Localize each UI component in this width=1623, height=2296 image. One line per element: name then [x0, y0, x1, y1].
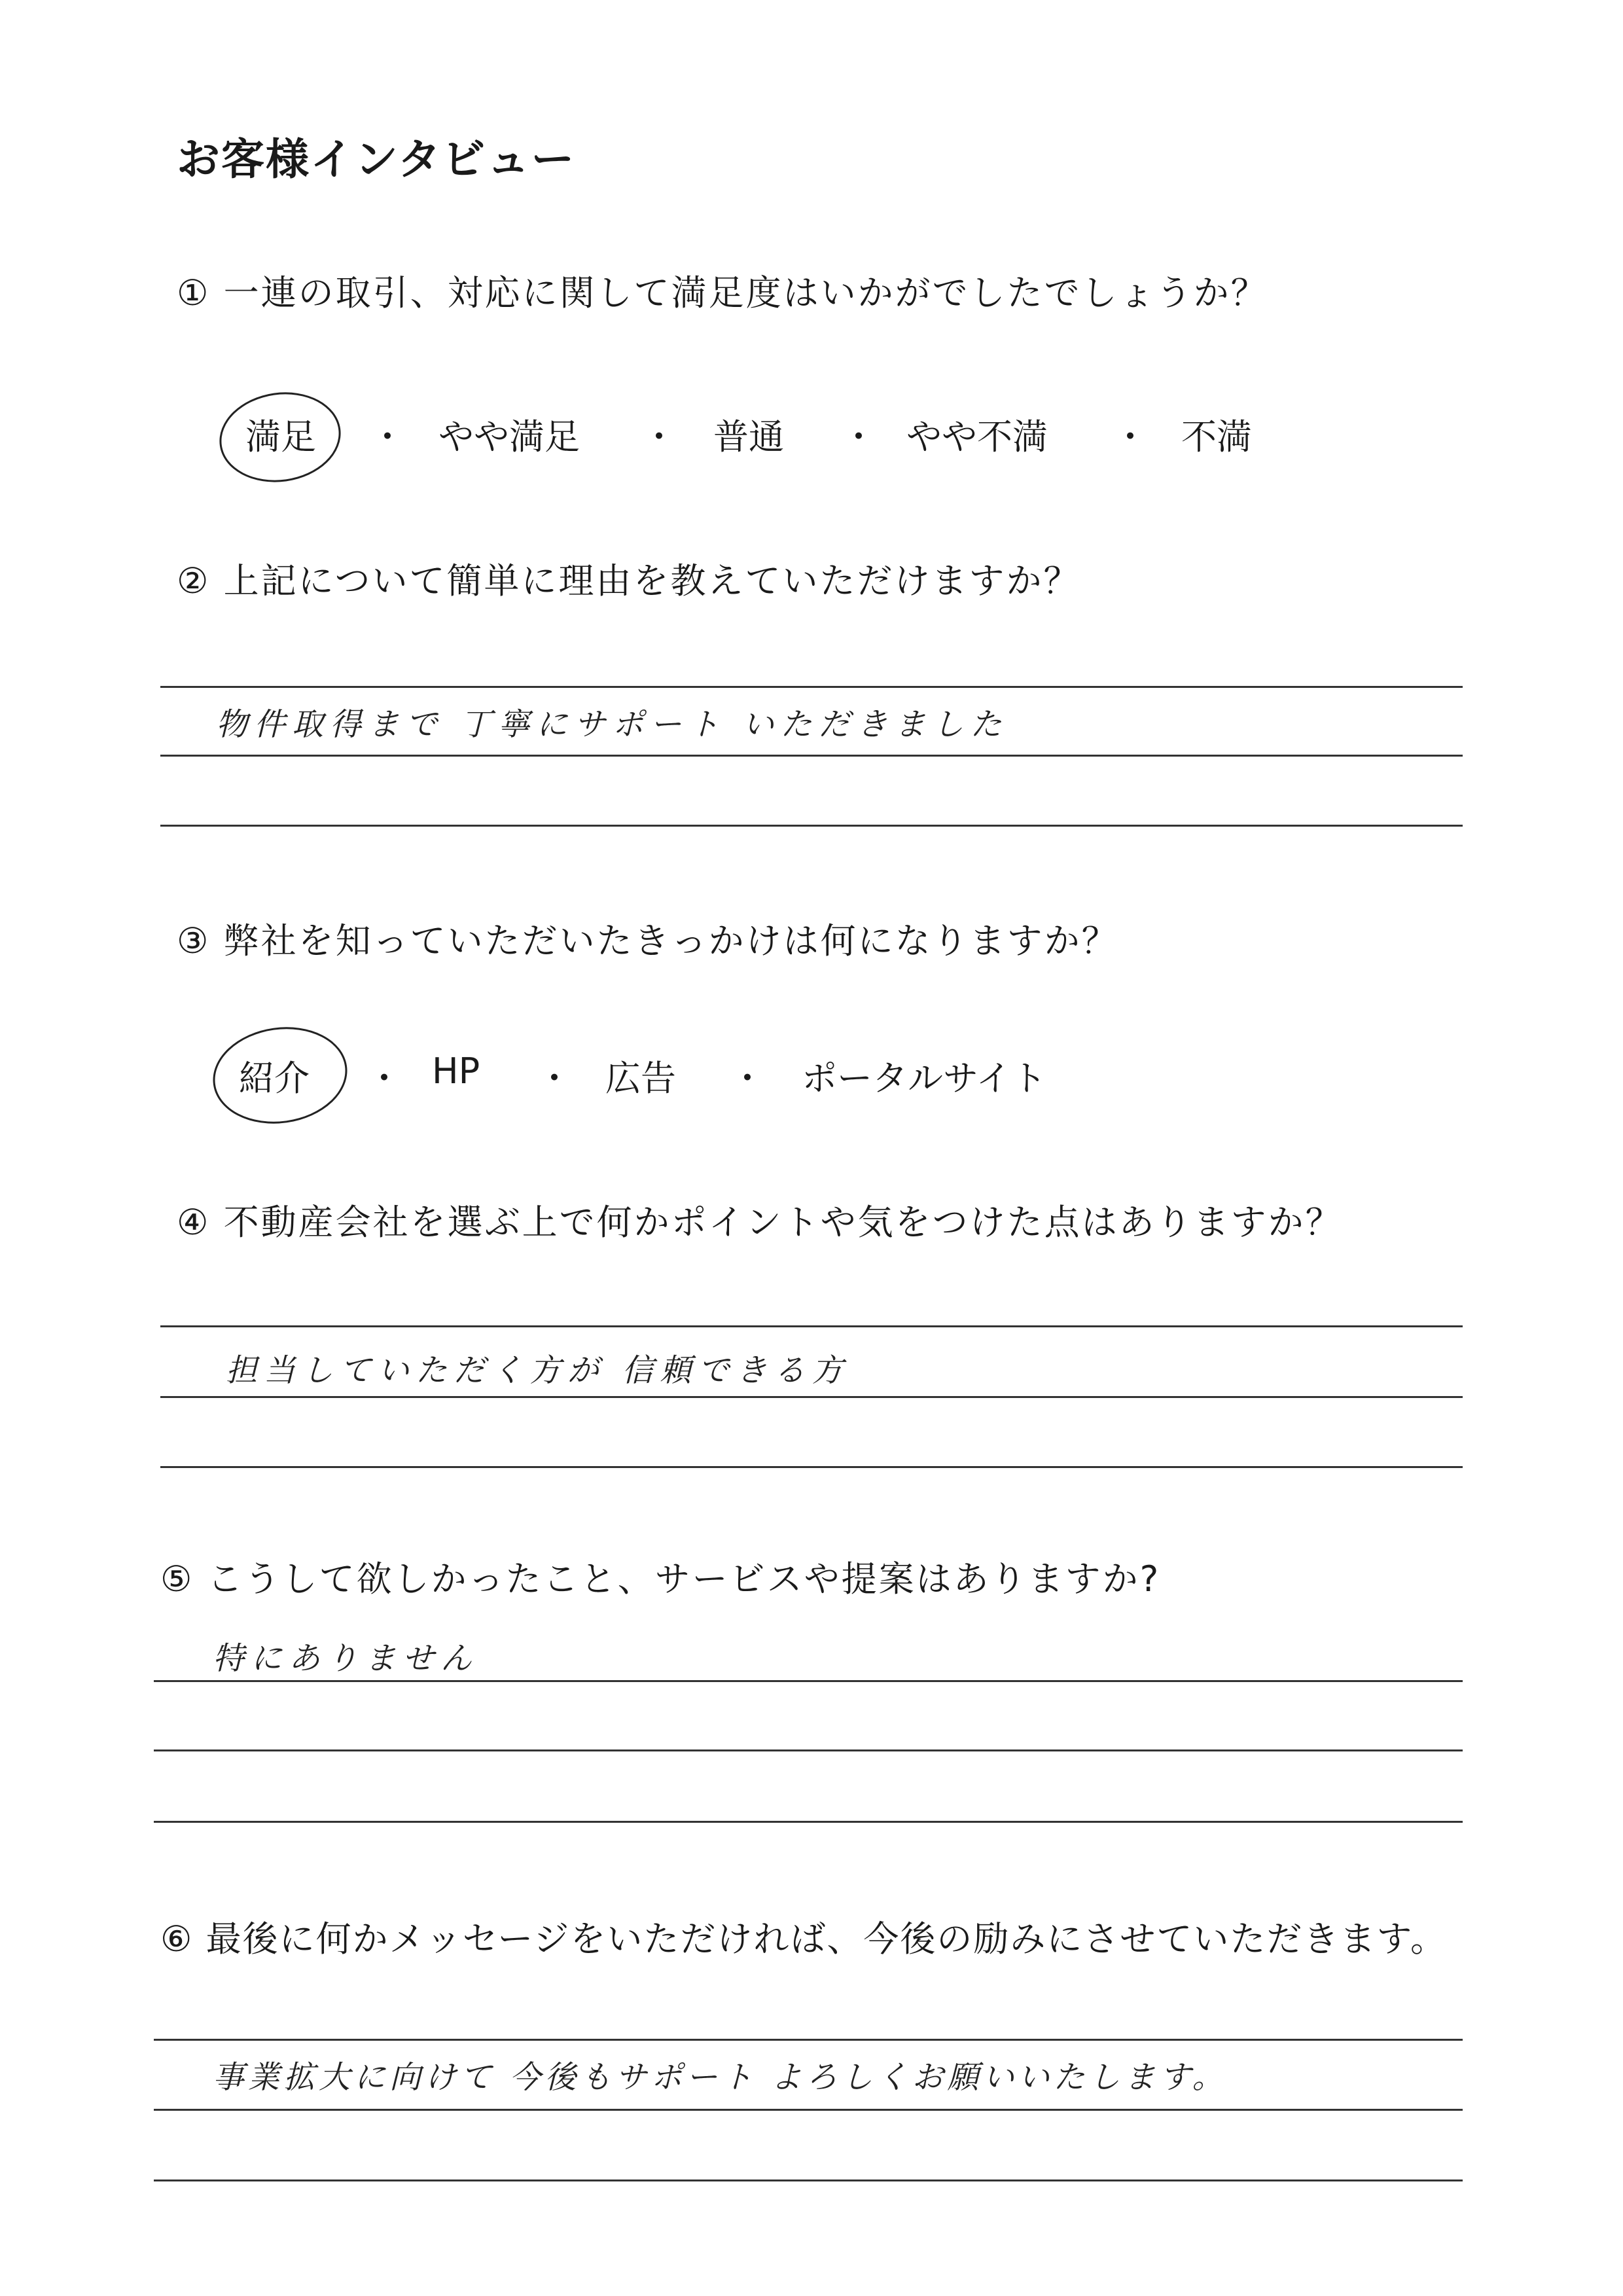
option-separator: ・	[641, 416, 677, 457]
question-1: ① 一連の取引、対応に関して満足度はいかがでしたでしょうか？	[177, 272, 1268, 314]
answer-line	[160, 755, 1463, 757]
question-2: ② 上記について簡単に理由を教えていただけますか？	[177, 560, 1081, 601]
answer-line	[154, 1821, 1463, 1823]
option-separator: ・	[370, 416, 405, 457]
page-title: お客様インタビュー	[177, 134, 576, 185]
selection-circle	[207, 1018, 353, 1132]
option-portal-site[interactable]: ポータルサイト	[802, 1058, 1047, 1099]
question-6: ⑥ 最後に何かメッセージをいただければ、今後の励みにさせていただきます。	[160, 1918, 1448, 1960]
answer-line	[160, 686, 1463, 688]
answer-line	[154, 2109, 1463, 2111]
option-separator: ・	[841, 416, 876, 457]
handwritten-answer-5: 特にありません	[213, 1640, 479, 1677]
option-somewhat-dissatisfied[interactable]: やや不満	[906, 416, 1048, 457]
answer-line	[154, 1680, 1463, 1682]
selection-circle	[213, 385, 346, 490]
handwritten-answer-6: 事業拡大に向けて 今後もサポート よろしくお願いいたします。	[213, 2059, 1228, 2096]
answer-line	[154, 1749, 1463, 1751]
option-separator: ・	[730, 1058, 765, 1099]
option-neutral[interactable]: 普通	[713, 416, 784, 457]
question-4: ④ 不動産会社を選ぶ上で何かポイントや気をつけた点はありますか？	[177, 1202, 1343, 1243]
option-dissatisfied[interactable]: 不満	[1181, 416, 1252, 457]
answer-line	[160, 1396, 1463, 1398]
answer-line	[160, 1466, 1463, 1468]
option-hp[interactable]: HP	[432, 1050, 480, 1092]
handwritten-answer-4: 担当していただく方が 信頼できる方	[226, 1352, 850, 1389]
option-somewhat-satisfied[interactable]: やや満足	[438, 416, 580, 457]
option-ad[interactable]: 広告	[605, 1058, 676, 1099]
option-separator: ・	[537, 1058, 572, 1099]
option-separator: ・	[1113, 416, 1148, 457]
handwritten-answer-2: 物件取得まで 丁寧にサポート いただきました	[216, 706, 1008, 743]
question-3: ③ 弊社を知っていただいたきっかけは何になりますか？	[177, 920, 1119, 961]
option-separator: ・	[366, 1058, 402, 1099]
answer-line	[154, 2179, 1463, 2181]
answer-line	[160, 1325, 1463, 1327]
answer-line	[154, 2039, 1463, 2041]
question-5: ⑤ こうして欲しかったこと、サービスや提案はありますか?	[160, 1558, 1161, 1600]
answer-line	[160, 825, 1463, 827]
option-referral[interactable]: 紹介	[239, 1058, 310, 1099]
option-satisfied[interactable]: 満足	[245, 416, 316, 457]
